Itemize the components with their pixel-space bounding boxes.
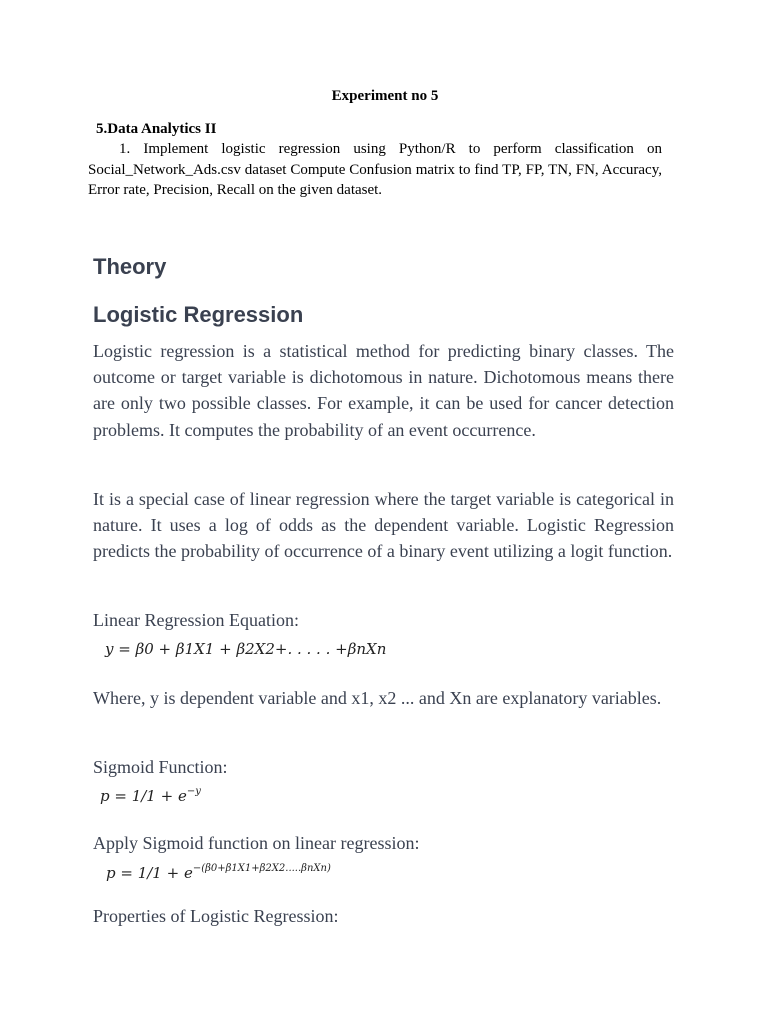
explanatory-paragraph: Where, y is dependent variable and x1, x2 ... and Xn are explanatory variables. [93,688,662,708]
apply-sigmoid-label: Apply Sigmoid function on linear regression: [93,833,420,853]
task-text: Implement logistic regression using Python/R to perform classification on Social_Network_Ads.csv dataset Compute Confusion matrix to find TP, FP, TN, FN, Accuracy, Error rate, Precision, Recall on the given dataset. [88,141,662,198]
sigmoid-label: Sigmoid Function: [93,757,228,777]
section-heading: 5.Data Analytics II [96,121,217,137]
logistic-regression-heading: Logistic Regression [93,302,304,327]
linear-equation: y = β0 + β1X1 + β2X2+. . . . . +βnXn [105,640,387,658]
sigmoid-equation-exponent: −y [186,786,201,797]
sigmoid-equation-base: p = 1/1 + e [100,787,187,805]
experiment-title: Experiment no 5 [331,88,439,104]
apply-equation-exponent: −(β0+β1X1+β2X2.....βnXn) [192,863,331,874]
intro-paragraph: Logistic regression is a statistical method for predicting binary classes. The outcome or target variable is dichotomous in nature. Dichotomous means there are only two possible classes. For example, it can be used for cancer detection problems. It computes the probability of an event occurrence. [93,341,674,440]
apply-sigmoid-equation [106,863,331,882]
sigmoid-equation [100,786,201,805]
task-number: 1. [119,141,131,157]
properties-label: Properties of Logistic Regression: [93,906,339,926]
linear-case-paragraph: It is a special case of linear regression where the target variable is categorical in nature. It uses a log of odds as the dependent variable. Logistic Regression predicts the probability of occurrence of a binary event utilizing a logit function. [93,489,674,562]
theory-heading: Theory [93,254,167,279]
apply-equation-base: p = 1/1 + e [106,864,193,882]
task-description [88,139,662,201]
linear-equation-label: Linear Regression Equation: [93,610,299,630]
